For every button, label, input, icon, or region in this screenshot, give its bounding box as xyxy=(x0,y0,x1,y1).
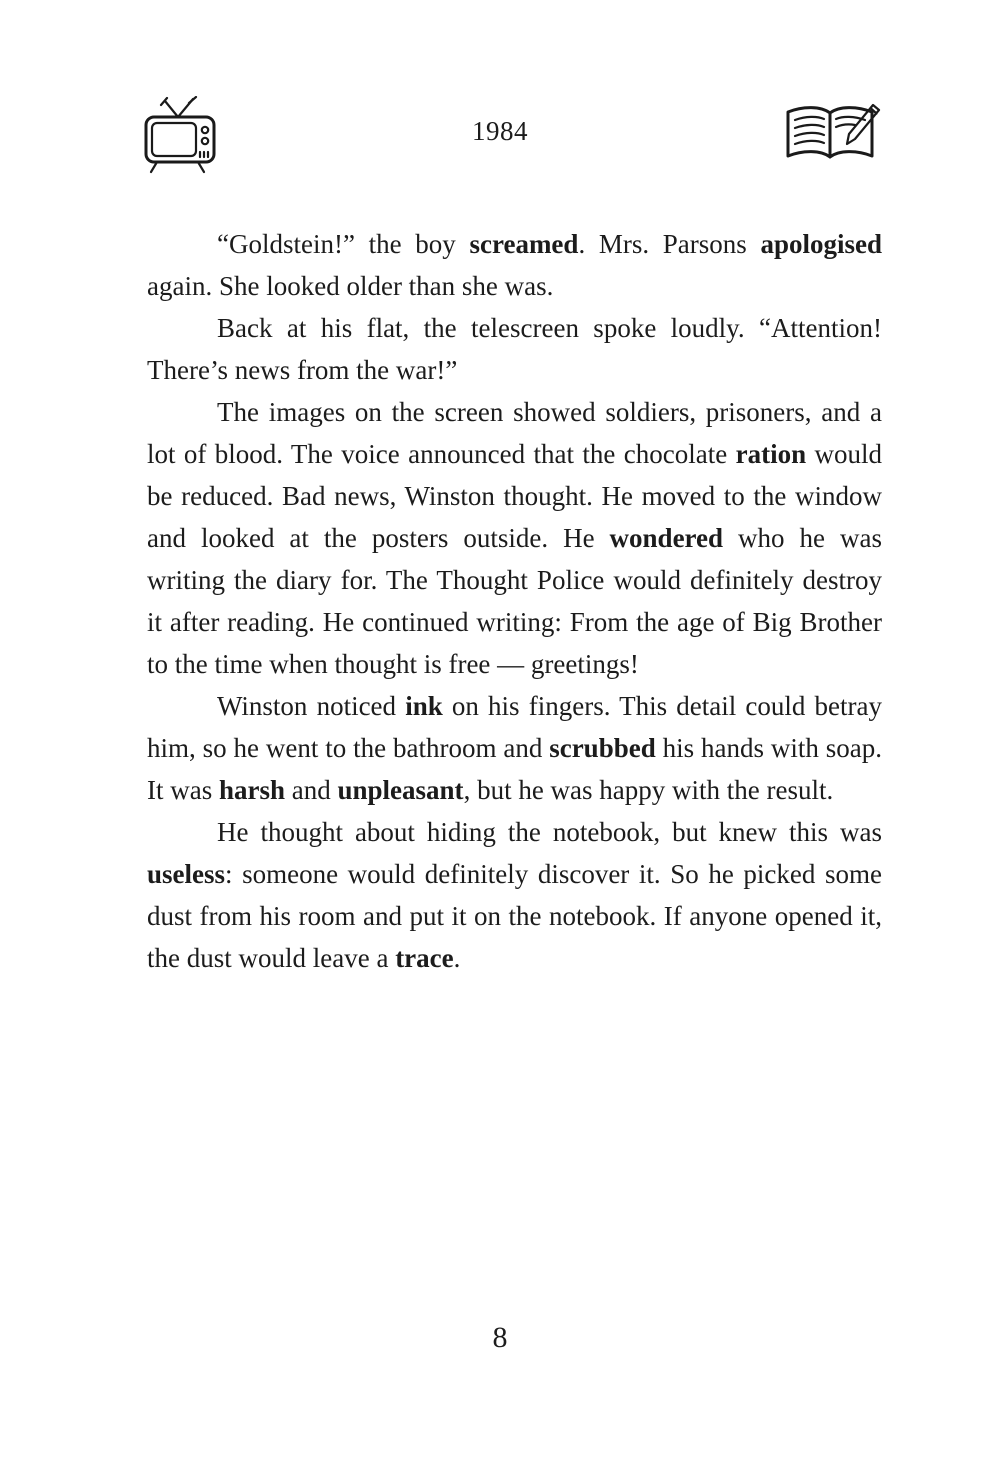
book-title: 1984 xyxy=(472,116,528,146)
bold-vocabulary-word: harsh xyxy=(218,775,286,805)
text-segment: , but he was happy with the result. xyxy=(463,775,834,805)
text-segment: . Mrs. Parsons xyxy=(578,229,761,259)
text-segment: The images on the screen showed soldiers, prisoners, and a lot of blood. The voice announced that the chocolate xyxy=(147,397,882,469)
text-segment: “Goldstein!” the boy xyxy=(217,229,470,259)
text-segment: would be reduced. Bad news, Winston thought. He moved to the window and looked at the posters outside. He xyxy=(147,439,883,553)
open-book-pencil-icon xyxy=(782,102,882,168)
text-segment: He thought about hiding the notebook, but knew this was xyxy=(217,817,882,847)
text-segment: . xyxy=(453,943,461,973)
bold-vocabulary-word: useless xyxy=(147,859,226,889)
bold-vocabulary-word: screamed xyxy=(469,229,579,259)
page-content xyxy=(0,195,1000,979)
paragraph xyxy=(147,811,882,979)
text-segment: : someone would definitely discover it. So he picked some dust from his room and put it on the notebook. If anyone opened it, the dust would leave a xyxy=(147,859,882,973)
paragraphs-container xyxy=(147,223,882,979)
text-segment: Back at his flat, the telescreen spoke loudly. “Attention! There’s news from the war!” xyxy=(147,313,882,385)
bold-vocabulary-word: unpleasant xyxy=(337,775,464,805)
bold-vocabulary-word: wondered xyxy=(609,523,724,553)
bold-vocabulary-word: scrubbed xyxy=(549,733,656,763)
bold-vocabulary-word: apologised xyxy=(760,229,882,259)
text-segment: who he was writing the diary for. The Thought Police would definitely destroy it after reading. He continued writing: From the age of Big Brother to the time when thought is free — greetings! xyxy=(147,523,882,679)
paragraph xyxy=(147,685,882,811)
bold-vocabulary-word: ration xyxy=(735,439,807,469)
page-footer xyxy=(0,1321,1000,1355)
page-number: 8 xyxy=(492,1321,508,1354)
paragraph xyxy=(147,223,882,307)
text-segment: Winston noticed xyxy=(217,691,406,721)
text-segment: on his fingers. This detail could betray him, so he went to the bathroom and xyxy=(147,691,882,763)
paragraph xyxy=(147,307,882,391)
bold-vocabulary-word: ink xyxy=(405,691,443,721)
text-segment: again. She looked older than she was. xyxy=(147,271,554,301)
text-segment: and xyxy=(285,775,338,805)
text-segment: his hands with soap. It was xyxy=(147,733,882,805)
bold-vocabulary-word: trace xyxy=(395,943,454,973)
page-header xyxy=(0,0,1000,195)
paragraph xyxy=(147,391,882,685)
